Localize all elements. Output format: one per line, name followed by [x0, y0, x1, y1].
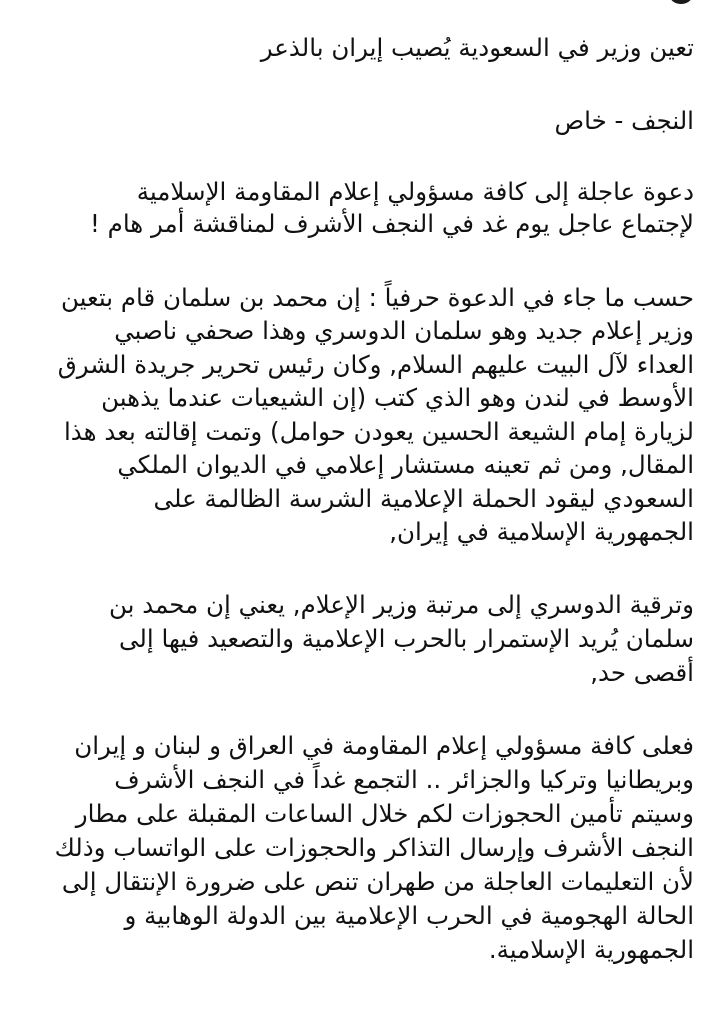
text-line: دعوة عاجلة إلى كافة مسؤولي إعلام المقاومة الإسلامية: [136, 177, 694, 206]
text-line: لإجتماع عاجل يوم غد في النجف الأشرف لمناقشة أمر هام !: [90, 209, 694, 238]
text-line: العداء لآل البيت عليهم السلام, وكان رئيس تحرير جريدة الشرق: [57, 350, 694, 379]
text-line: الجمهورية الإسلامية في إيران,: [389, 517, 694, 546]
text-line: وسيتم تأمين الحجوزات لكم خلال الساعات المقبلة على مطار: [75, 799, 694, 828]
text-line: أقصى حد,: [590, 658, 694, 687]
text-line: المقال, ومن ثم تعينه مستشار إعلامي في الديوان الملكي: [117, 450, 694, 479]
text-line: وزير إعلام جديد وهو سلمان الدوسري وهذا صحفي ناصبي: [114, 316, 694, 345]
text-line: وترقية الدوسري إلى مرتبة وزير الإعلام, يعني إن محمد بن: [108, 590, 694, 619]
text-line: لزيارة إمام الشيعة الحسين يعودن حوامل) وتمت إقالته بعد هذا: [63, 417, 694, 446]
text-line: الأوسط في لندن وهو الذي كتب (إن الشيعيات عندما يذهبن: [101, 383, 694, 412]
corner-mark: [670, 0, 692, 4]
text-line: النجف الأشرف وإرسال التذاكر والحجوزات على الواتساب وذلك: [54, 833, 694, 862]
text-line: فعلى كافة مسؤولي إعلام المقاومة في العراق و لبنان و إيران: [74, 731, 694, 760]
text-line: سلمان يُريد الإستمرار بالحرب الإعلامية والتصعيد فيها إلى: [119, 624, 694, 653]
article-title: تعين وزير في السعودية يُصيب إيران بالذعر: [260, 33, 694, 62]
article-dateline: النجف - خاص: [554, 106, 694, 135]
text-line: وبريطانيا وتركيا والجزائر .. التجمع غداً في النجف الأشرف: [114, 765, 694, 794]
text-line: السعودي ليقود الحملة الإعلامية الشرسة الظالمة على: [153, 484, 694, 513]
text-line: حسب ما جاء في الدعوة حرفياً : إن محمد بن سلمان قام بتعين: [60, 283, 694, 312]
text-line: لأن التعليمات العاجلة من طهران تنص على ضرورة الإنتقال إلى: [61, 867, 694, 896]
text-line: الجمهورية الإسلامية.: [488, 935, 694, 964]
text-line: الحالة الهجومية في الحرب الإعلامية بين الدولة الوهابية و: [124, 901, 694, 930]
